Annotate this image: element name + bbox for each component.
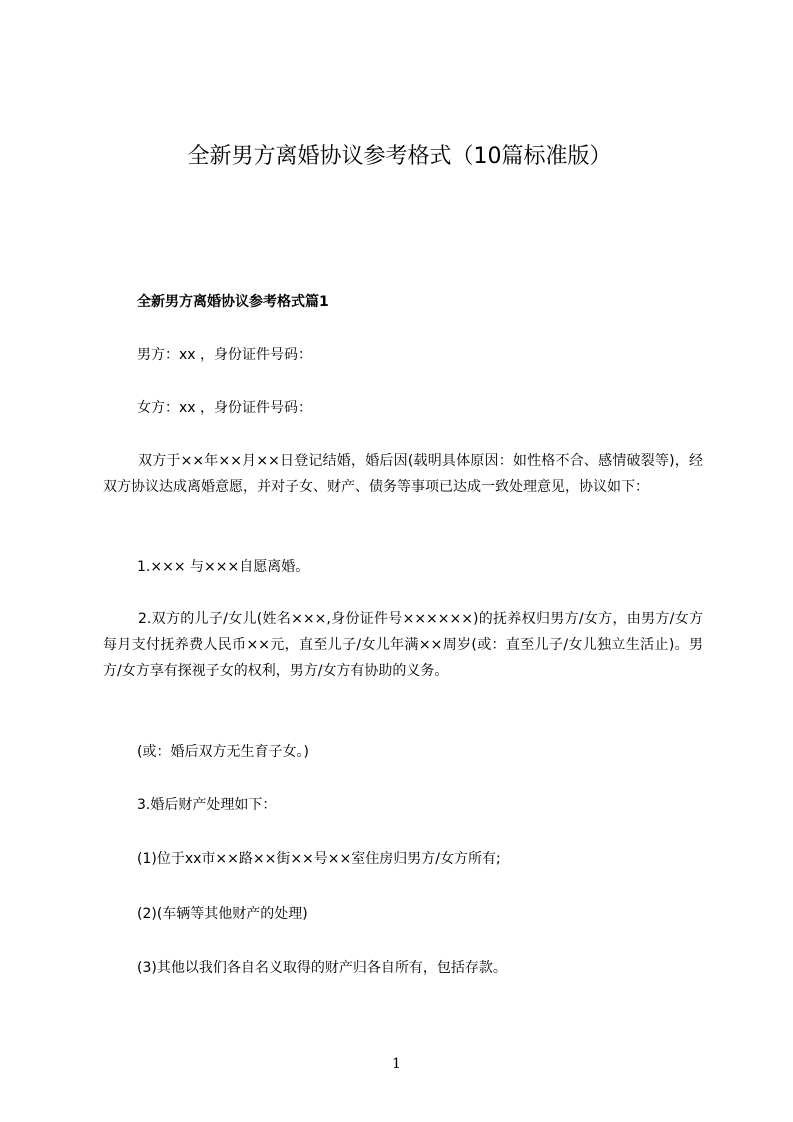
clause-3-item-1: (1)位于xx市××路××街××号××室住房归男方/女方所有; xyxy=(137,851,501,867)
clause-3-item-2: (2)(车辆等其他财产的处理) xyxy=(137,906,308,922)
page-number: 1 xyxy=(392,1056,401,1072)
clause-2: 2.双方的儿子/女儿(姓名×××,身份证件号××××××)的抚养权归男方/女方，由男方/女方每月支付抚养费人民币××元，直至儿子/女儿年满××周岁(或：直至儿子/女儿独立生活止)。男方/女方享有探视子女的权利，男方/女方有协助的义务。 xyxy=(103,611,703,679)
intro-paragraph: 双方于××年××月××日登记结婚，婚后因(载明具体原因：如性格不合、感情破裂等)，经双方协议达成离婚意愿，并对子女、财产、债务等事项已达成一致处理意见，协议如下： xyxy=(103,453,703,495)
clause-2-alternative: (或：婚后双方无生育子女。) xyxy=(137,744,309,760)
party-female-line: 女方：xx ，身份证件号码： xyxy=(137,400,313,416)
clause-3: 3.婚后财产处理如下： xyxy=(137,797,277,813)
section-heading: 全新男方离婚协议参考格式篇1 xyxy=(137,294,329,310)
clause-3-item-3: (3)其他以我们各自名义取得的财产归各自所有，包括存款。 xyxy=(137,960,507,976)
party-male-line: 男方：xx ，身份证件号码： xyxy=(137,347,313,363)
document-title: 全新男方离婚协议参考格式（10篇标准版） xyxy=(187,144,612,169)
clause-1: 1.××× 与×××自愿离婚。 xyxy=(137,559,310,575)
